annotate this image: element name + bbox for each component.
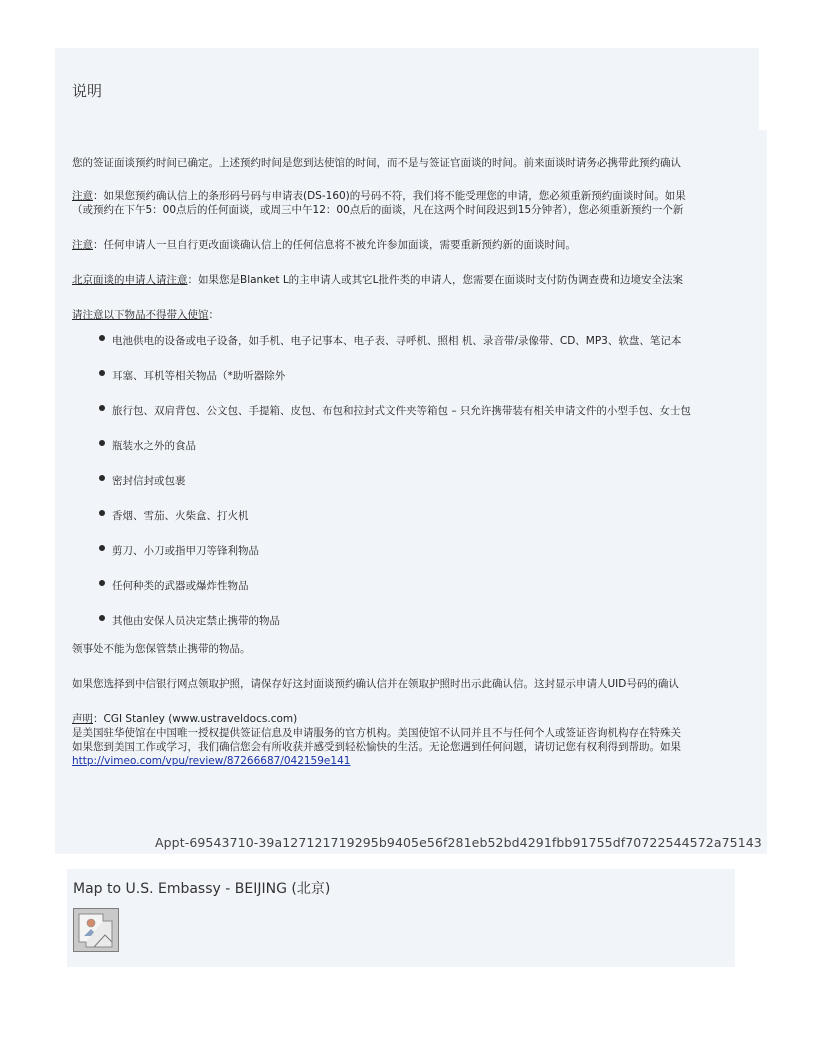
disclaimer-label: 声明 xyxy=(72,713,93,725)
page-title: 说明 xyxy=(72,82,103,100)
list-item: 旅行包、双肩背包、公文包、手提箱、皮包、布包和拉封式文件夹等箱包 – 只允许携带装有相关申请文件的小型手包、女士包 xyxy=(72,398,767,433)
bullet-icon xyxy=(99,370,105,376)
bullet-icon xyxy=(99,440,105,446)
bullet-icon xyxy=(99,580,105,586)
bullet-icon xyxy=(99,335,105,341)
change-info-notice: 注意：任何申请人一旦自行更改面谈确认信上的任何信息将不被允许参加面谈，需要重新预约新的面谈时间。 xyxy=(72,239,576,251)
note-label: 注意 xyxy=(72,190,93,202)
list-item: 耳塞、耳机等相关物品（*助听器除外 xyxy=(72,363,767,398)
beijing-notice-label: 北京面谈的申请人请注意 xyxy=(72,274,188,286)
vimeo-review-link[interactable]: http://vimeo.com/vpu/review/87266687/042159e141 xyxy=(72,755,351,767)
disclaimer-source: 声明：CGI Stanley (www.ustraveldocs.com) xyxy=(72,713,298,725)
note-label: 注意 xyxy=(72,239,93,251)
list-item: 电池供电的设备或电子设备，如手机、电子记事本、电子表、寻呼机、照相 机、录音带/录像带、CD、MP3、软盘、笔记本 xyxy=(72,328,767,363)
list-item: 其他由安保人员决定禁止携带的物品 xyxy=(72,608,767,643)
disclaimer-link-row xyxy=(72,754,767,768)
instructions-panel xyxy=(55,48,767,854)
instructions-content xyxy=(72,156,767,768)
map-title: Map to U.S. Embassy - BEIJING (北京) xyxy=(73,881,331,897)
barcode-notice: 注意：如果您预约确认信上的条形码号码与申请表(DS-160)的号码不符，我们将不能受理您的申请，您必须重新预约面谈时间。如果 xyxy=(72,190,686,202)
citic-pickup-note: 如果您选择到中信银行网点领取护照，请保存好这封面谈预约确认信并在领取护照时出示此确认信。这封显示申请人UID号码的确认 xyxy=(72,678,679,690)
broken-image-icon[interactable] xyxy=(73,908,119,952)
prohibited-items-heading: 请注意以下物品不得带入使馆： xyxy=(72,309,219,321)
bullet-icon xyxy=(99,615,105,621)
map-panel xyxy=(67,869,735,967)
prohibited-items-list xyxy=(72,328,767,643)
list-item: 任何种类的武器或爆炸性物品 xyxy=(72,573,767,608)
list-item: 密封信封或包裹 xyxy=(72,468,767,503)
barcode-notice-line2: （或预约在下午5：00点后的任何面谈，或周三中午12：00点后的面谈，凡在这两个时间段迟到15分钟者），您必须重新预约一个新 xyxy=(72,204,684,216)
list-item: 香烟、雪茄、火柴盒、打火机 xyxy=(72,503,767,538)
appointment-id: Appt-69543710-39a127121719295b9405e56f281eb52bd4291fbb91755df70722544572a75143 xyxy=(155,835,762,850)
beijing-applicant-notice: 北京面谈的申请人请注意：如果您是Blanket L的主申请人或其它L批件类的申请人，您需要在面谈时支付防伪调查费和边境安全法案 xyxy=(72,274,684,286)
bullet-icon xyxy=(99,545,105,551)
bullet-icon xyxy=(99,510,105,516)
list-item: 剪刀、小刀或指甲刀等锋利物品 xyxy=(72,538,767,573)
consulate-note: 领事处不能为您保管禁止携带的物品。 xyxy=(72,643,251,655)
list-item: 瓶装水之外的食品 xyxy=(72,433,767,468)
disclaimer-line2: 如果您到美国工作或学习，我们确信您会有所收获并感受到轻松愉快的生活。无论您遇到任何问题，请切记您有权利得到帮助。如果 xyxy=(72,741,681,753)
disclaimer-line1: 是美国驻华使馆在中国唯一授权提供签证信息及申请服务的官方机构。美国使馆不认同并且不与任何个人或签证咨询机构存在特殊关 xyxy=(72,727,681,739)
bullet-icon xyxy=(99,405,105,411)
appointment-confirmed-text: 您的签证面谈预约时间已确定。上述预约时间是您到达使馆的时间，而不是与签证官面谈的时间。前来面谈时请务必携带此预约确认 xyxy=(72,157,681,169)
bullet-icon xyxy=(99,475,105,481)
broken-image-glyph xyxy=(74,909,118,951)
